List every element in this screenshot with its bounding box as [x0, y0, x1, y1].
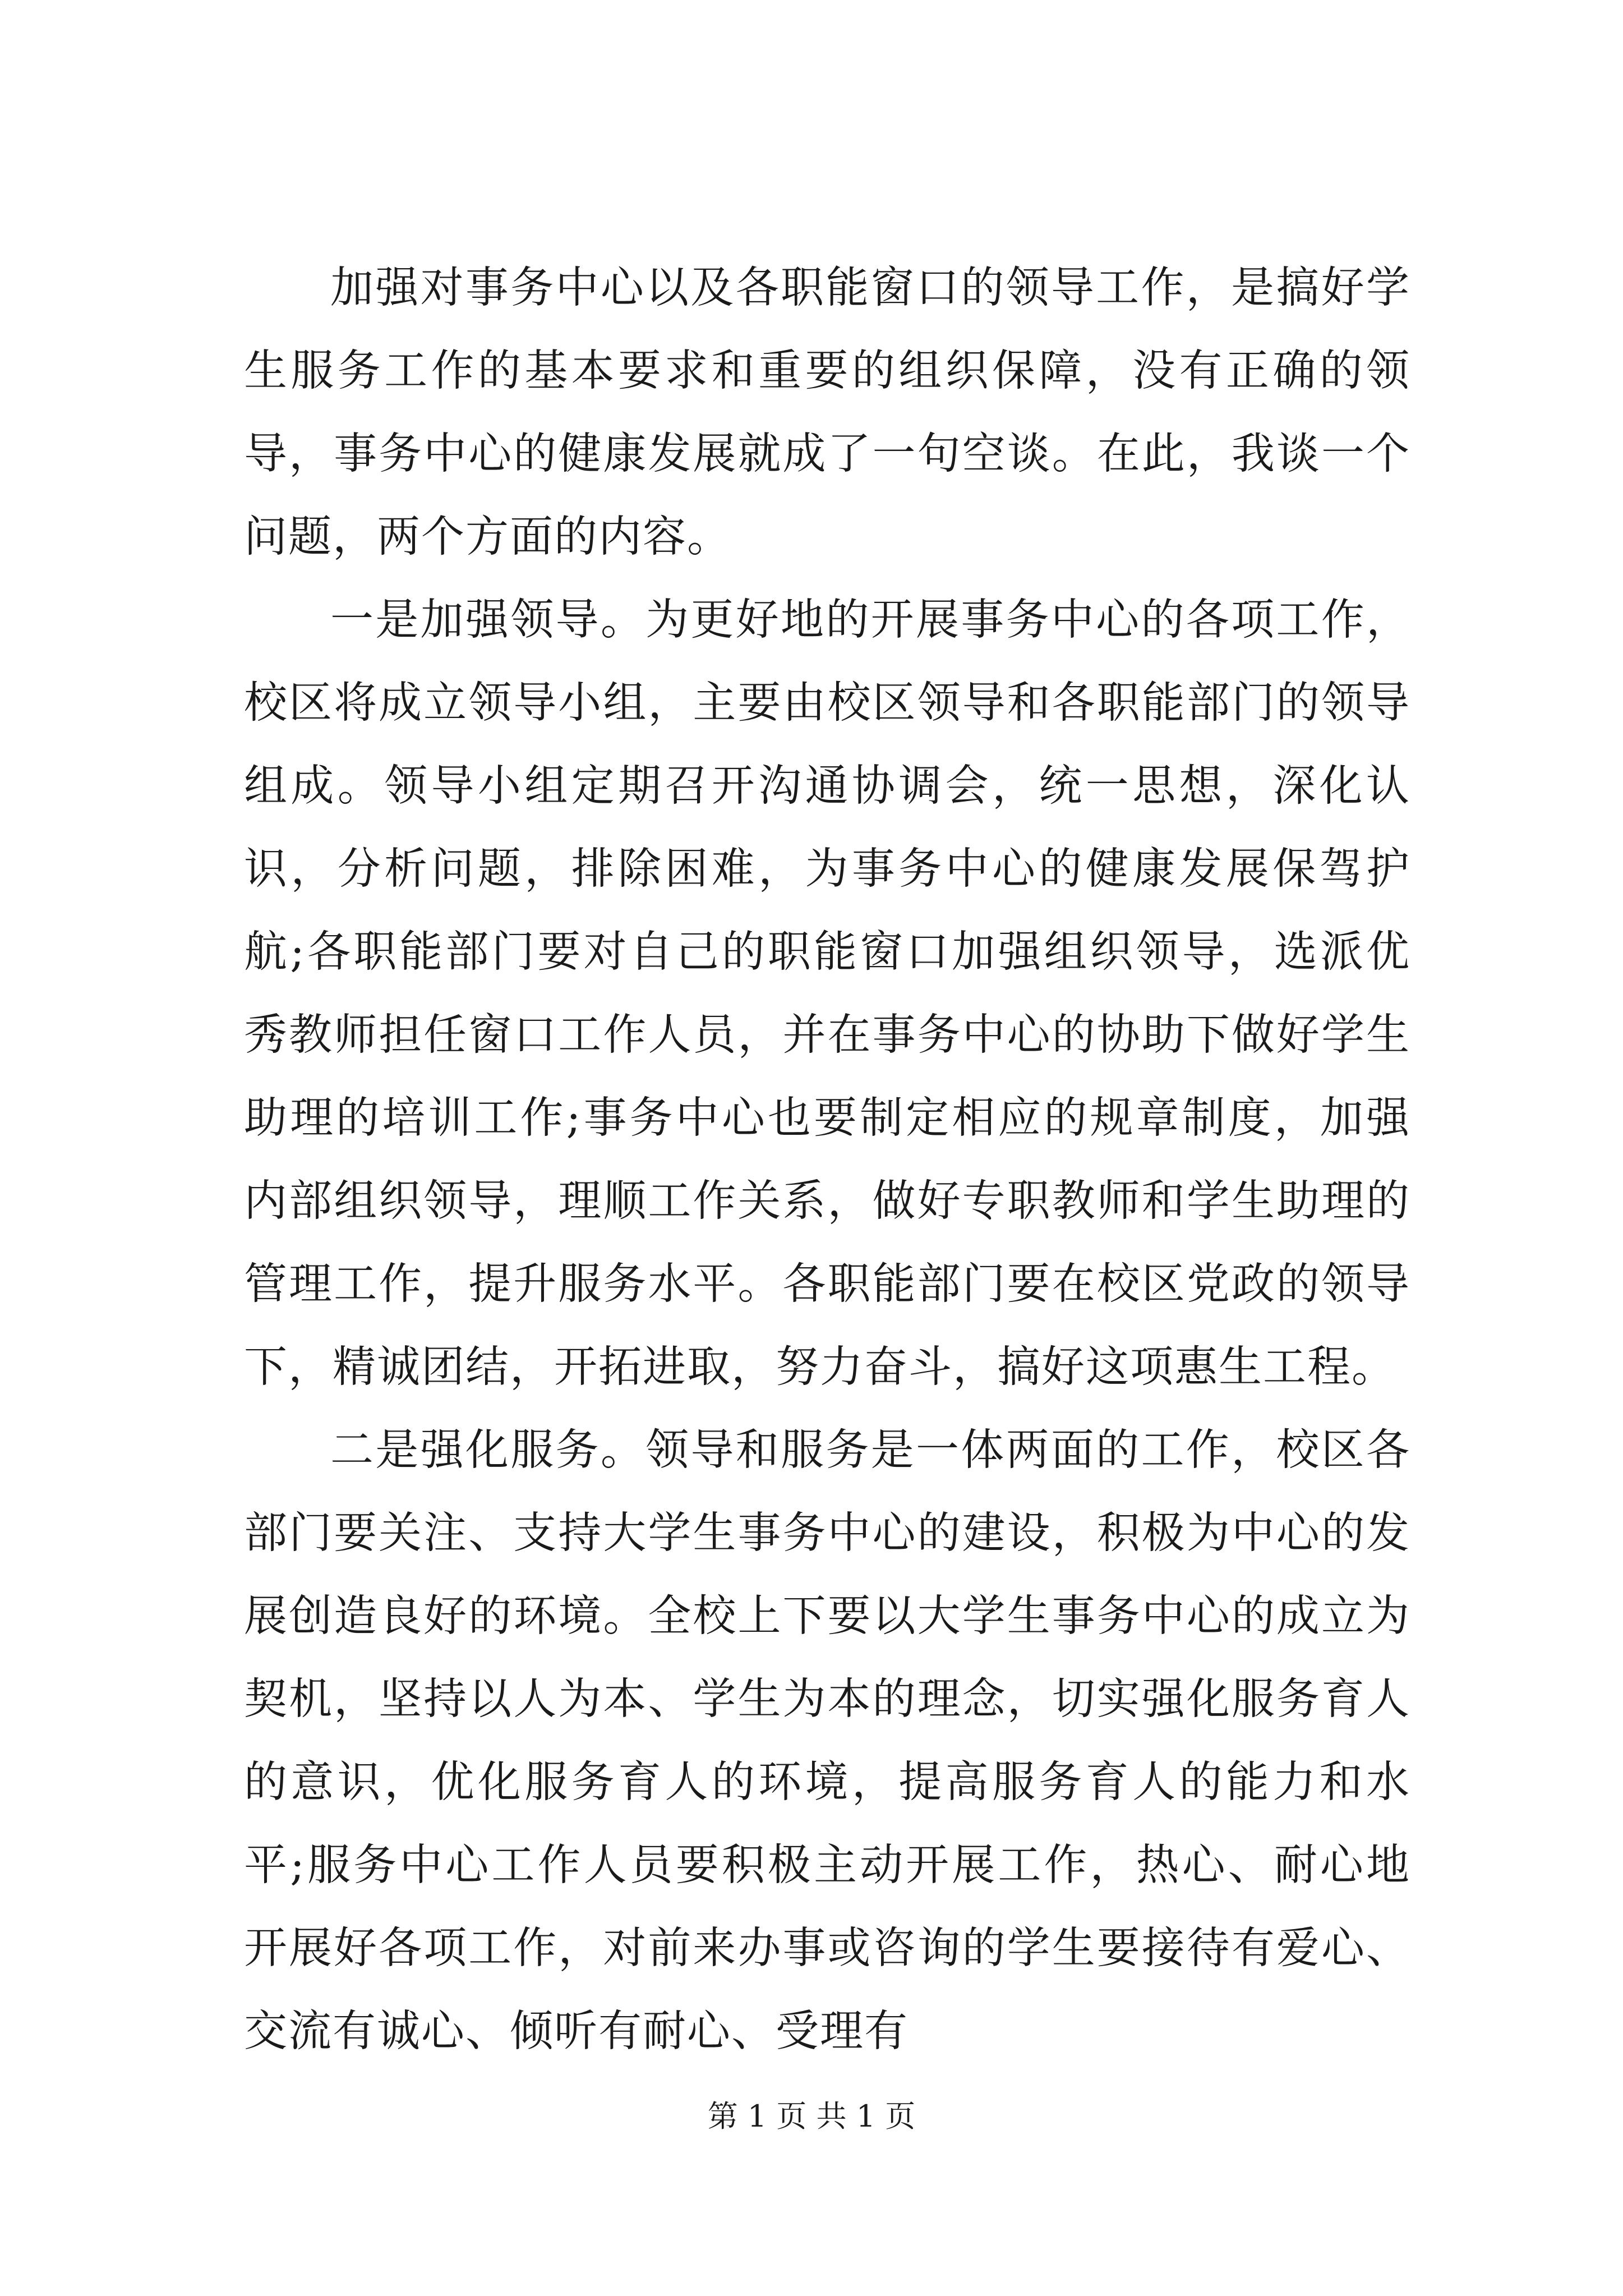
paragraph-intro: 加强对事务中心以及各职能窗口的领导工作，是搞好学生服务工作的基本要求和重要的组织保障，没有正确的领导，事务中心的健康发展就成了一句空谈。在此，我谈一个问题，两个方面的内容。	[244, 263, 1410, 562]
paragraph-leadership: 一是加强领导。为更好地的开展事务中心的各项工作，校区将成立领导小组，主要由校区领导和各职能部门的领导组成。领导小组定期召开沟通协调会，统一思想，深化认识，分析问题，排除困难，为事务中心的健康发展保驾护航;各职能部门要对自己的职能窗口加强组织领导，选派优秀教师担任窗口工作人员，并在事务中心的协助下做好学生助理的培训工作;事务中心也要制定相应的规章制度，加强内部组织领导，理顺工作关系，做好专职教师和学生助理的管理工作，提升服务水平。各职能部门要在校区党政的领导下，精诚团结，开拓进取，努力奋斗，搞好这项惠生工程。	[244, 595, 1410, 1392]
paragraph-service: 二是强化服务。领导和服务是一体两面的工作，校区各部门要关注、支持大学生事务中心的建设，积极为中心的发展创造良好的环境。全校上下要以大学生事务中心的成立为契机，坚持以人为本、学生为本的理念，切实强化服务育人的意识，优化服务育人的环境，提高服务育人的能力和水平;服务中心工作人员要积极主动开展工作，热心、耐心地开展好各项工作，对前来办事或咨询的学生要接待有爱心、交流有诚心、倾听有耐心、受理有	[244, 1425, 1410, 2056]
page-footer: 第 1 页 共 1 页	[707, 2099, 916, 2134]
document-body	[244, 247, 1410, 2073]
